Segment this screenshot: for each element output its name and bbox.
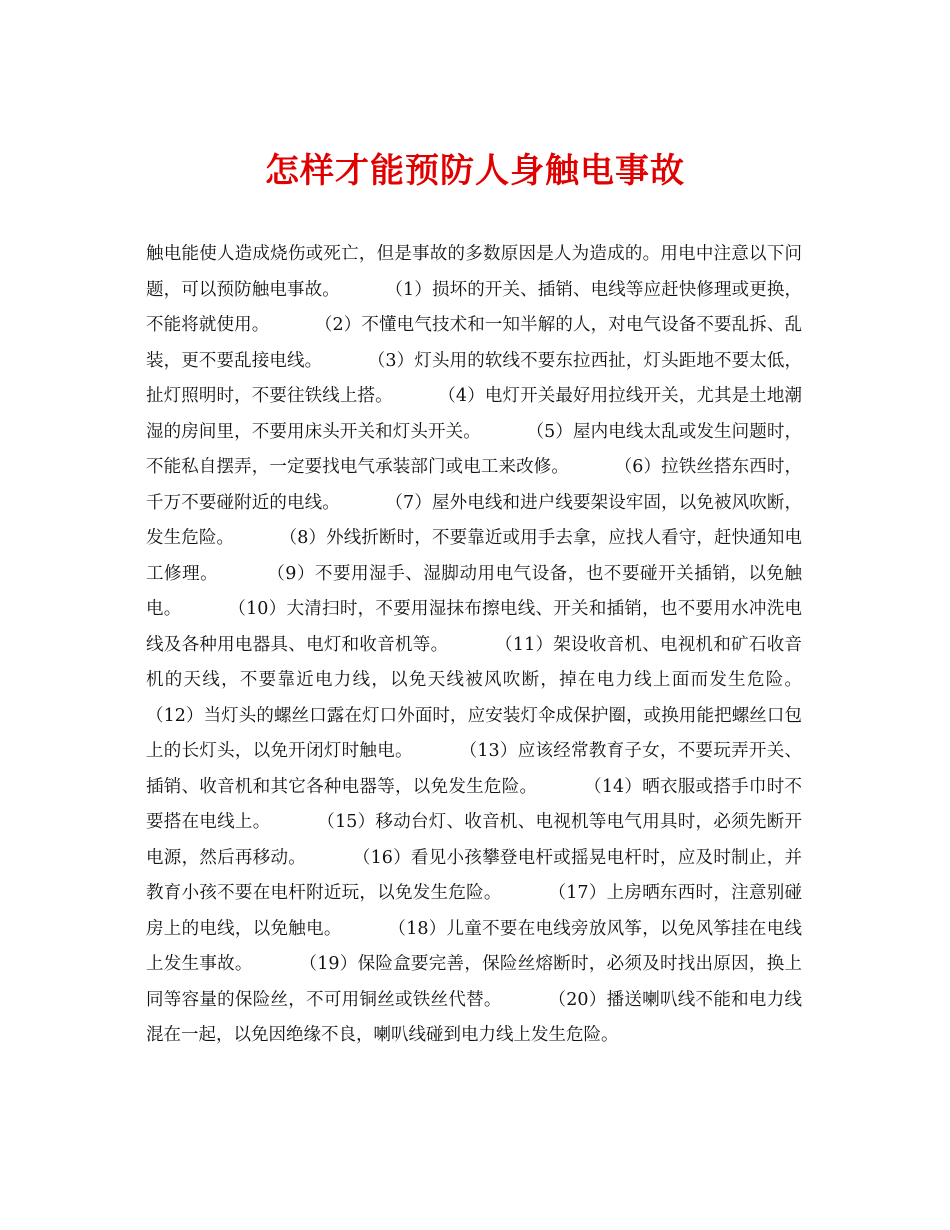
document-body: 触电能使人造成烧伤或死亡，但是事故的多数原因是人为造成的。用电中注意以下问题，可以预防触电事故。 （1）损坏的开关、插销、电线等应赶快修理或更换，不能将就使用。 （2）不懂电气技术和一知半解的人，对电气设备不要乱拆、乱装，更不要乱接电线。 （3）灯头用的软线不要东拉西扯，灯头距地不要太低，扯灯照明时，不要往铁线上搭。 （4）电灯开关最好用拉线开关，尤其是土地潮湿的房间里，不要用床头开关和灯头开关。 （5）屋内电线太乱或发生问题时，不能私自摆弄，一定要找电气承装部门或电工来改修。 （6）拉铁丝搭东西时，千万不要碰附近的电线。 （7）屋外电线和进户线要架设牢固，以免被风吹断，发生危险。 （8）外线折断时，不要靠近或用手去拿，应找人看守，赶快通知电工修理。 （9）不要用湿手、湿脚动用电气设备，也不要碰开关插销，以免触电。 （10）大清扫时，不要用湿抹布擦电线、开关和插销，也不要用水冲洗电线及各种用电器具、电灯和收音机等。 （11）架设收音机、电视机和矿石收音机的天线，不要靠近电力线，以免天线被风吹断，掉在电力线上面而发生危险。 （12）当灯头的螺丝口露在灯口外面时，应安装灯伞成保护圈，或换用能把螺丝口包上的长灯头，以免开闭灯时触电。 （13）应该经常教育子女，不要玩弄开关、插销、收音机和其它各种电器等，以免发生危险。 （14）晒衣服或搭手巾时不要搭在电线上。 （15）移动台灯、收音机、电视机等电气用具时，必须先断开电源，然后再移动。 （16）看见小孩攀登电杆或摇晃电杆时，应及时制止，并教育小孩不要在电杆附近玩，以免发生危险。 （17）上房晒东西时，注意别碰房上的电线，以免触电。 （18）儿童不要在电线旁放风筝，以免风筝挂在电线上发生事故。 （19）保险盒要完善，保险丝熔断时，必须及时找出原因，换上同等容量的保险丝，不可用铜丝或铁丝代替。 （20）播送喇叭线不能和电力线混在一起，以免因绝缘不良，喇叭线碰到电力线上发生危险。 <box>146 244 847 1045</box>
document-title: 怎样才能预防人身触电事故 <box>265 150 685 191</box>
